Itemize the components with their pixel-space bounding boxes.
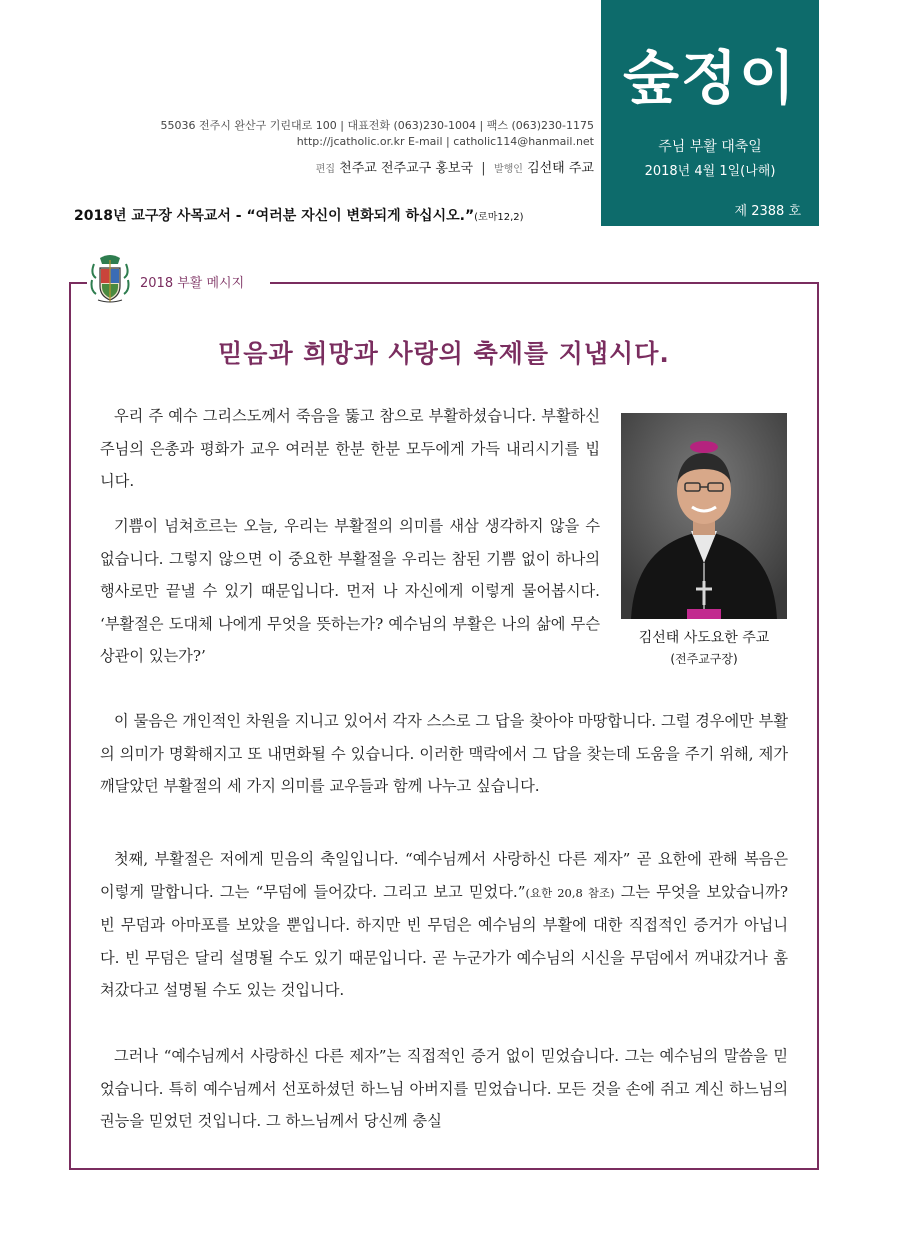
publisher-label: 발행인 [493,164,523,175]
publisher-credits [316,157,594,176]
frame-top-right-line [270,282,818,284]
bishop-coat-of-arms-icon [88,254,132,304]
paragraph-text: 그는 무엇을 보았습니까? 빈 무덤과 아마포를 보았을 뿐입니다. 하지만 빈 무덤은 예수님의 부활에 대한 직접적인 증거가 아닙니다. 빈 무덤은 달리 설명될 수도 있기 때문입니다. 곧 누군가가 예수님의 시신을 무덤에서 꺼내갔거나 훔쳐갔다고 설명될 수도 있는 것입니다. [100,882,788,999]
occasion-title: 주님 부활 대축일 [658,139,762,155]
scripture-reference: (요한 20,8 참조) [525,885,615,900]
publisher-web: http://jcatholic.or.kr E-mail | catholic114@hanmail.net [296,135,594,148]
section-label: 2018 부활 메시지 [140,276,245,291]
paragraph-text: 첫째, 부활절은 저에게 믿음의 축일입니다. “예수님께서 사랑하신 다른 제자” 곧 요한에 관해 복음은 이렇게 말합니다. 그는 “무덤에 들어갔다. 그리고 보고 믿었다.” [100,850,788,901]
article-paragraph: 우리 주 예수 그리스도께서 죽음을 뚫고 참으로 부활하셨습니다. 부활하신 주님의 은총과 평화가 교우 여러분 한분 한분 모두에게 가득 내리시기를 빕니다. [100,407,600,490]
photo-caption-sub: (전주교구장) [670,652,738,666]
bishop-portrait-icon [621,413,787,619]
article-paragraph: 이 물음은 개인적인 차원을 지니고 있어서 각자 스스로 그 답을 찾아야 마땅합니다. 그럴 경우에만 부활의 의미가 명확해지고 또 내면화될 수 있습니다. 이러한 맥락에서 그 답을 찾는데 도움을 주기 위해, 제가 깨달았던 부활절의 세 가지 의미를 교우들과 함께 나누고 싶습니다. [100,712,788,795]
editor-label: 편집 [315,164,336,175]
editor-name: 천주교 전주교구 홍보국 [339,161,474,176]
masthead [601,0,819,226]
article-paragraph [100,843,788,1007]
article-paragraph: 기쁨이 넘쳐흐르는 오늘, 우리는 부활절의 의미를 새삼 생각하지 않을 수 없습니다. 그렇지 않으면 이 중요한 부활절을 우리는 참된 기쁨 없이 하나의 행사로만 끝낼 수 있기 때문입니다. 먼저 나 자신에게 이렇게 물어봅시다. ‘부활절은 도대체 나에게 무엇을 뜻하는가? 예수님의 부활은 나의 삶에 무슨 상관이 있는가?’ [100,517,600,665]
frame-top-left-line [69,282,87,284]
article-headline: 믿음과 희망과 사랑의 축제를 지냅시다. [218,339,670,368]
article-paragraph: 그러나 “예수님께서 사랑하신 다른 제자”는 직접적인 증거 없이 믿었습니다. 그는 예수님의 말씀을 믿었습니다. 특히 예수님께서 선포하셨던 하느님 아버지를 믿었습니다. 모든 것을 손에 쥐고 계신 하느님의 권능을 믿었던 것입니다. 그 하느님께서 당신께 충실 [100,1047,788,1130]
issue-date: 2018년 4월 1일(나해) [644,164,776,179]
motto-text: 2018년 교구장 사목교서 - “여러분 자신이 변화되게 하십시오.” [74,208,475,224]
publisher-name: 김선태 주교 [527,161,594,176]
photo-caption: 김선태 사도요한 주교 [638,630,770,646]
bishop-photo [621,413,787,619]
publisher-address: 55036 전주시 완산구 기린대로 100 | 대표전화 (063)230-1004 | 팩스 (063)230-1175 [160,119,594,132]
credits-separator: | [481,161,486,176]
motto-reference: (로마12,2) [474,212,524,223]
newsletter-logo: 숲정이 [622,44,798,112]
pastoral-motto [74,205,524,225]
issue-number: 제 2388 호 [734,204,801,219]
